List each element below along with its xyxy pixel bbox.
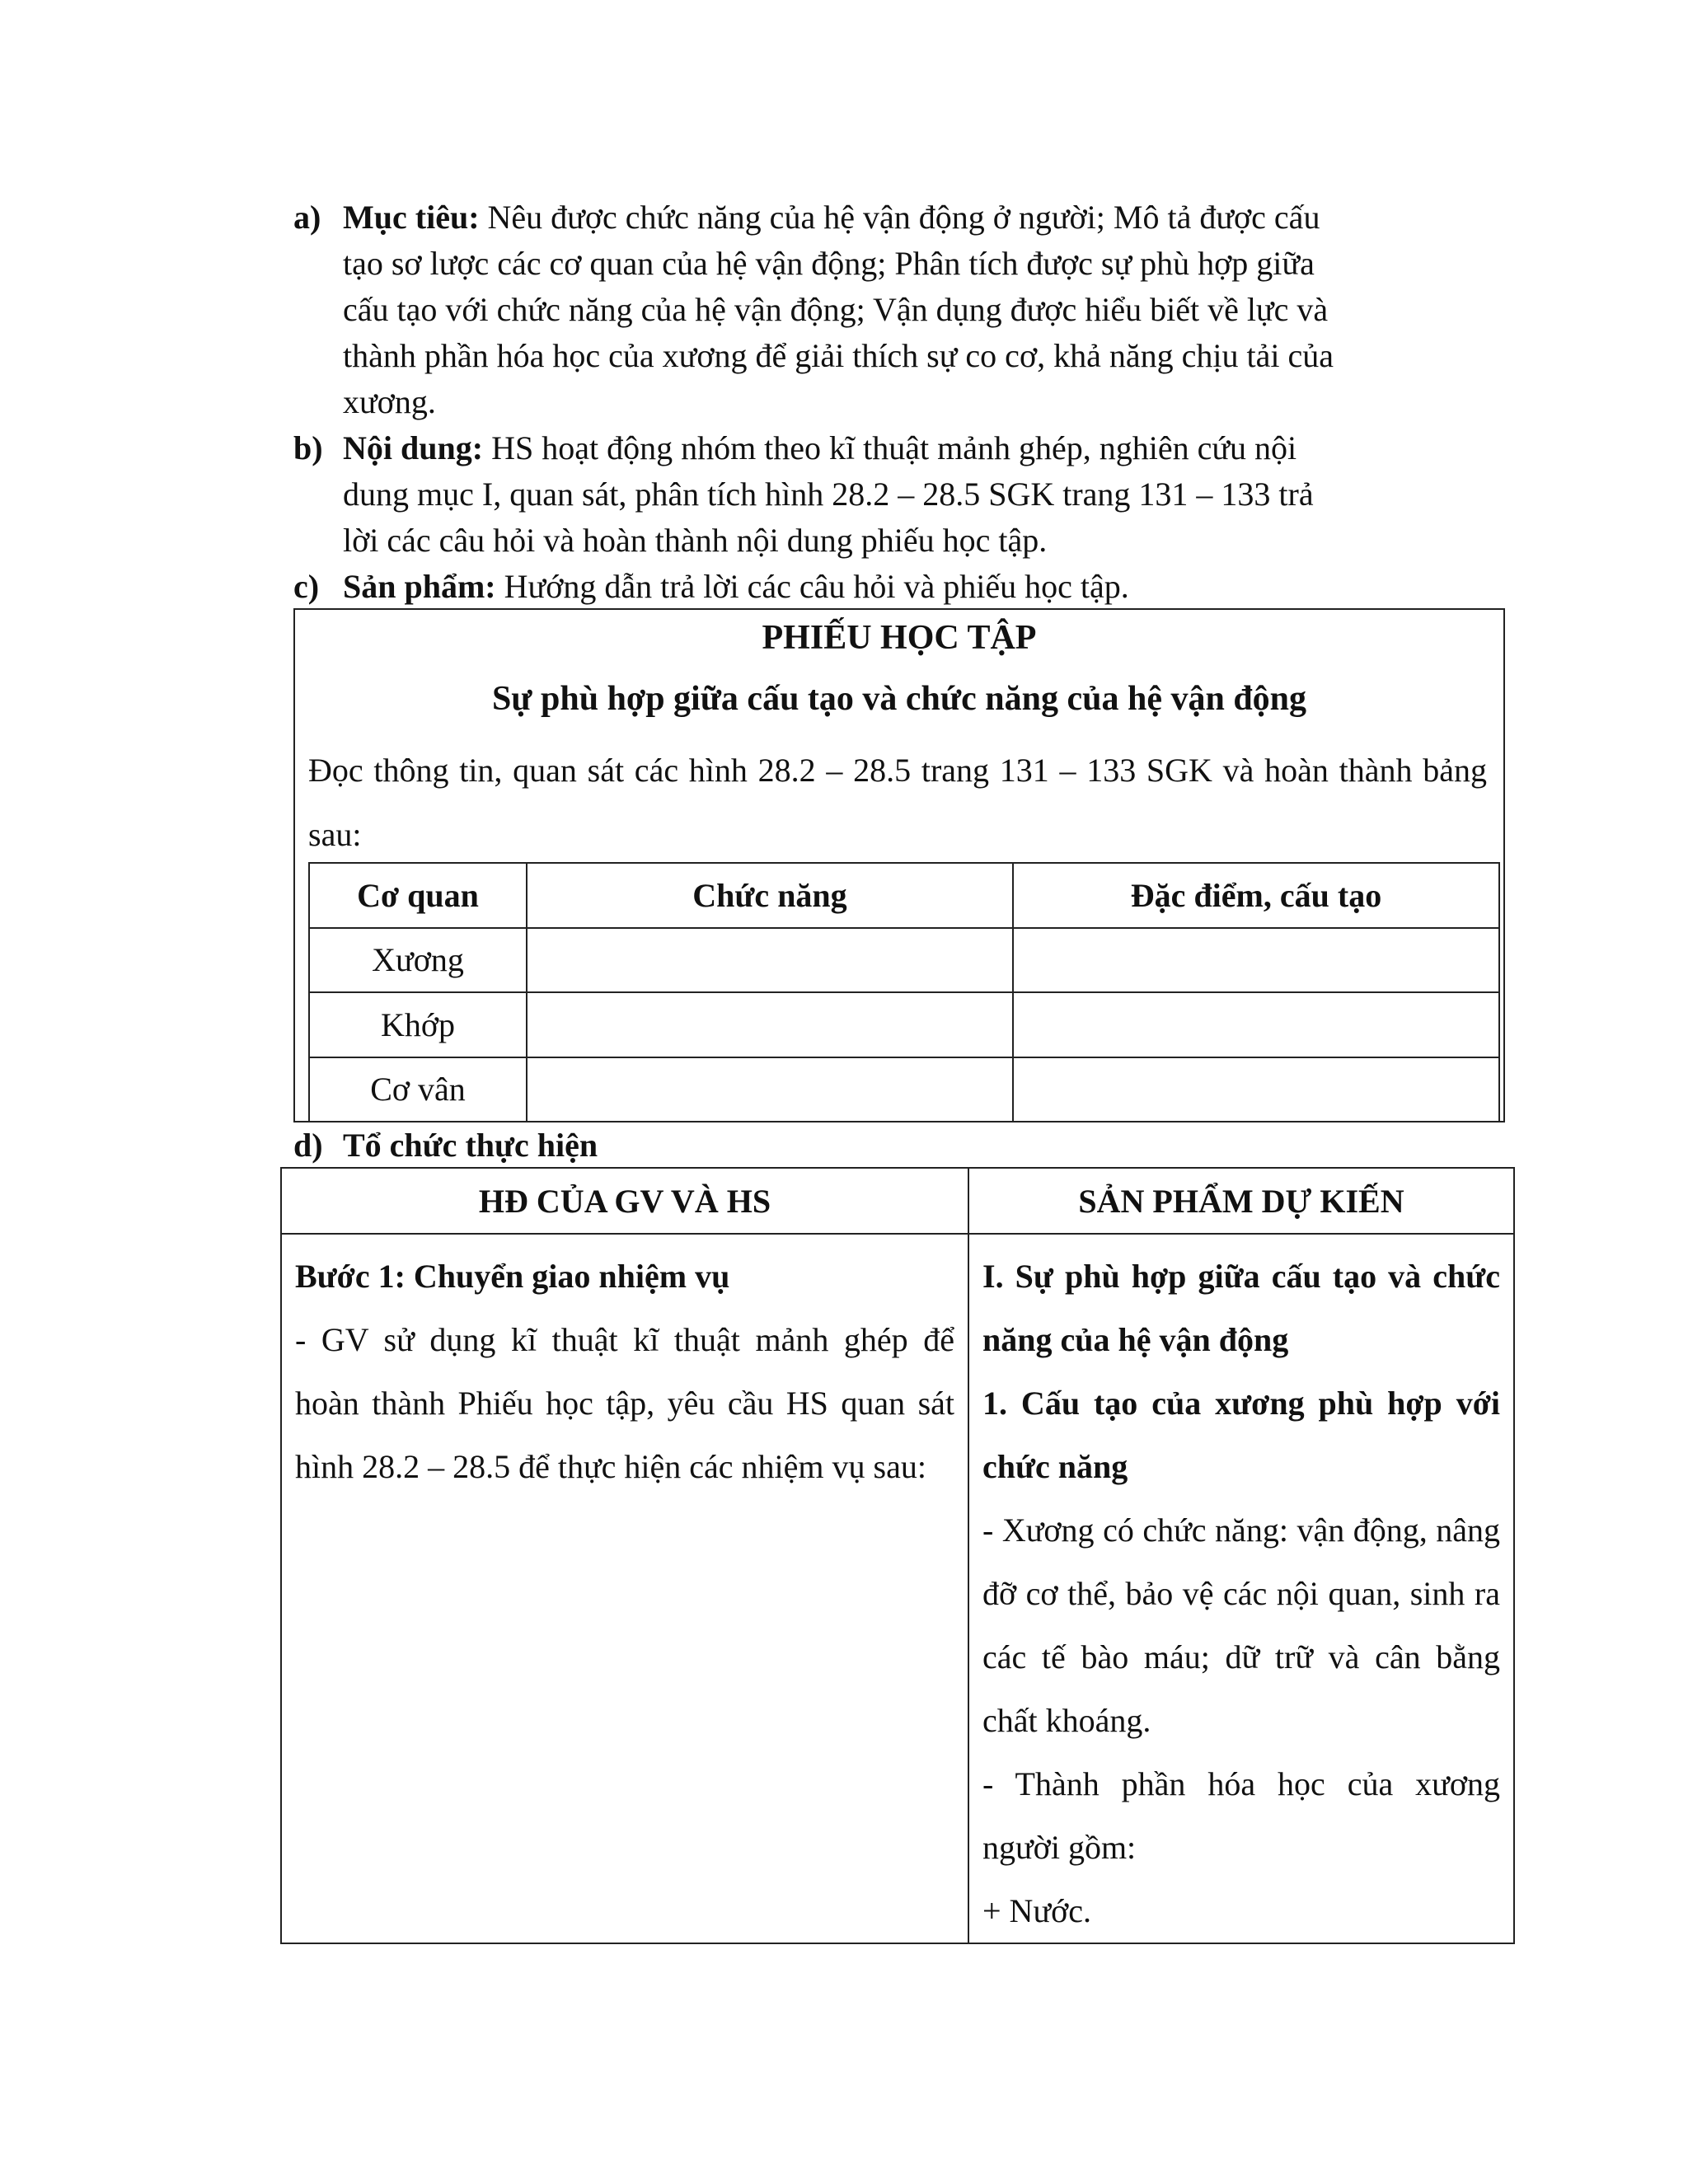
section-content	[293, 425, 1464, 564]
section-body	[343, 564, 1464, 610]
text-line: xương.	[343, 383, 436, 420]
table-header-row	[281, 1168, 1514, 1234]
text-line: HS hoạt động nhóm theo kĩ thuật mảnh ghép, nghiên cứu nội	[491, 429, 1297, 466]
section-marker: c)	[293, 568, 320, 605]
table-row	[281, 1234, 1514, 1943]
text-line: Hướng dẫn trả lời các câu hỏi và phiếu học tập.	[504, 568, 1129, 605]
section-label: Mục tiêu:	[343, 199, 480, 236]
section-label: Nội dung:	[343, 429, 484, 466]
column-header-expected-product: SẢN PHẨM DỰ KIẾN	[968, 1168, 1514, 1234]
product-subheading: 1. Cấu tạo của xương phù hợp với chức năng	[982, 1385, 1500, 1485]
section-body	[343, 425, 1464, 564]
organ-cell: Cơ vân	[309, 1057, 527, 1122]
worksheet-title: PHIẾU HỌC TẬP	[762, 619, 1037, 657]
table-row	[309, 992, 1499, 1057]
structure-cell-empty[interactable]	[1013, 928, 1499, 993]
text-line: tạo sơ lược các cơ quan của hệ vận động; Phân tích được sự phù hợp giữa	[343, 245, 1315, 282]
structure-cell-empty[interactable]	[1013, 1057, 1499, 1122]
section-body	[343, 194, 1464, 425]
table-row	[309, 928, 1499, 993]
organ-cell: Khớp	[309, 992, 527, 1057]
text-line: lời các câu hỏi và hoàn thành nội dung phiếu học tập.	[343, 522, 1048, 559]
section-product	[293, 564, 1464, 610]
activities-cell	[281, 1234, 968, 1943]
function-cell-empty[interactable]	[527, 1057, 1013, 1122]
worksheet-instruction: Đọc thông tin, quan sát các hình 28.2 – 28.5 trang 131 – 133 SGK và hoàn thành bảng sau:	[308, 752, 1487, 853]
text-line: cấu tạo với chức năng của hệ vận động; Vận dụng được hiểu biết về lực và	[343, 291, 1329, 328]
text-line: dung mục I, quan sát, phân tích hình 28.2 – 28.5 SGK trang 131 – 133 trả	[343, 476, 1314, 513]
section-implementation	[293, 1122, 1464, 1169]
column-header-activities: HĐ CỦA GV VÀ HS	[281, 1168, 968, 1234]
worksheet-box	[293, 608, 1505, 1122]
function-cell-empty[interactable]	[527, 992, 1013, 1057]
worksheet-table	[308, 862, 1500, 1122]
organ-cell: Xương	[309, 928, 527, 993]
worksheet-subtitle: Sự phù hợp giữa cấu tạo và chức năng của hệ vận động	[491, 680, 1307, 718]
product-heading: I. Sự phù hợp giữa cấu tạo và chức năng của hệ vận động	[982, 1258, 1500, 1358]
step-heading: Bước 1: Chuyển giao nhiệm vụ	[295, 1258, 730, 1295]
product-paragraph: - Thành phần hóa học của xương người gồm:	[982, 1765, 1500, 1866]
column-header-function: Chức năng	[527, 863, 1013, 928]
section-label: Tổ chức thực hiện	[343, 1127, 598, 1164]
section-marker: a)	[293, 199, 321, 236]
section-marker: d)	[293, 1127, 323, 1164]
section-marker: b)	[293, 429, 323, 466]
section-label: Sản phẩm:	[343, 568, 496, 605]
table-row	[309, 1057, 1499, 1122]
section-objectives	[293, 194, 1464, 425]
section-body	[343, 1122, 1464, 1169]
text-line: Nêu được chức năng của hệ vận động ở người; Mô tả được cấu	[487, 199, 1320, 236]
structure-cell-empty[interactable]	[1013, 992, 1499, 1057]
product-paragraph: - Xương có chức năng: vận động, nâng đỡ cơ thể, bảo vệ các nội quan, sinh ra các tế bào máu; dữ trữ và cân bằng chất khoáng.	[982, 1511, 1500, 1739]
column-header-organ: Cơ quan	[309, 863, 527, 928]
activity-table	[280, 1167, 1515, 1944]
expected-product-cell	[968, 1234, 1514, 1943]
text-line: thành phần hóa học của xương để giải thích sự co cơ, khả năng chịu tải của	[343, 337, 1334, 374]
column-header-structure: Đặc điểm, cấu tạo	[1013, 863, 1499, 928]
table-header-row	[309, 863, 1499, 928]
step-text: - GV sử dụng kĩ thuật kĩ thuật mảnh ghép để hoàn thành Phiếu học tập, yêu cầu HS quan sát hình 28.2 – 28.5 để thực hiện các nhiệm vụ sau:	[295, 1321, 954, 1485]
product-paragraph: + Nước.	[982, 1892, 1092, 1929]
function-cell-empty[interactable]	[527, 928, 1013, 993]
